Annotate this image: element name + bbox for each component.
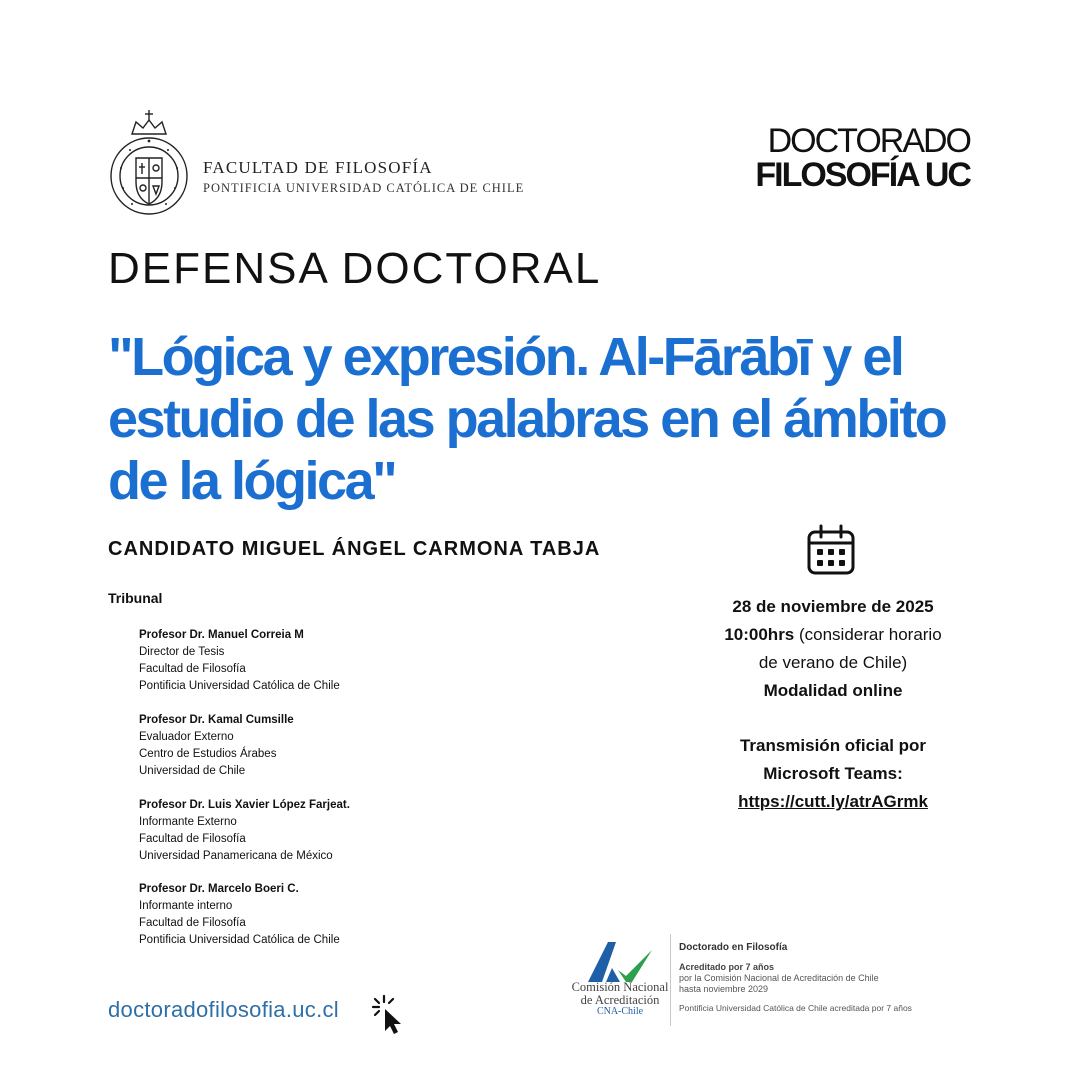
teams-link[interactable]: https://cutt.ly/atrAGrmk xyxy=(738,792,928,811)
thesis-title: "Lógica y expresión. Al-Fārābī y el estudio de las palabras en el ámbito de la lógica" xyxy=(108,327,946,511)
member-role: Informante interno xyxy=(139,900,233,912)
member-institution: Pontificia Universidad Católica de Chile xyxy=(139,680,340,692)
member-institution: Universidad de Chile xyxy=(139,765,246,777)
tribunal-member xyxy=(139,627,559,695)
event-time-line xyxy=(690,621,976,649)
cursor-click-icon xyxy=(370,994,408,1036)
member-name: Profesor Dr. Manuel Correia M xyxy=(139,629,304,641)
tribunal-member xyxy=(139,712,559,780)
event-modality: Modalidad online xyxy=(763,681,903,700)
member-institution: Universidad Panamericana de México xyxy=(139,850,333,862)
faculty-name: FACULTAD DE FILOSOFÍA xyxy=(203,158,433,177)
event-date: 28 de noviembre de 2025 xyxy=(732,597,934,616)
member-unit: Centro de Estudios Árabes xyxy=(139,748,277,760)
tribunal-member xyxy=(139,881,559,949)
calendar-icon xyxy=(806,524,856,576)
tribunal-label: Tribunal xyxy=(108,590,163,606)
cna-name-line-3: CNA-Chile xyxy=(596,1006,644,1017)
footer-divider xyxy=(670,934,671,1026)
tribunal-member xyxy=(139,797,559,865)
accreditation-university: Pontificia Universidad Católica de Chile acreditada por 7 años xyxy=(679,1003,912,1013)
candidate-name: CANDIDATO MIGUEL ÁNGEL CARMONA TABJA xyxy=(108,538,601,560)
accreditation-program: Doctorado en Filosofía xyxy=(679,942,788,953)
event-time: 10:00hrs xyxy=(724,625,795,644)
member-role: Director de Tesis xyxy=(139,646,225,658)
cna-name-line-1: Comisión Nacional xyxy=(571,980,669,994)
event-time-note-2: de verano de Chile) xyxy=(758,653,908,672)
cna-logo-icon xyxy=(582,940,658,984)
member-unit: Facultad de Filosofía xyxy=(139,917,246,929)
website-link[interactable]: doctoradofilosofia.uc.cl xyxy=(108,997,339,1022)
event-time-note: (considerar horario xyxy=(794,625,942,644)
stream-info-line-2: Microsoft Teams: xyxy=(763,764,903,783)
member-name: Profesor Dr. Marcelo Boeri C. xyxy=(139,883,299,895)
program-logo-line-1: DOCTORADO xyxy=(767,122,970,160)
member-unit: Facultad de Filosofía xyxy=(139,833,246,845)
member-name: Profesor Dr. Kamal Cumsille xyxy=(139,714,294,726)
cna-name-line-2: de Acreditación xyxy=(580,993,660,1007)
member-role: Informante Externo xyxy=(139,816,237,828)
accreditation-years: Acreditado por 7 años xyxy=(679,962,775,972)
member-name: Profesor Dr. Luis Xavier López Farjeat. xyxy=(139,799,350,811)
university-seal-icon xyxy=(108,108,190,218)
event-details xyxy=(690,593,976,816)
member-unit: Facultad de Filosofía xyxy=(139,663,246,675)
program-logo-line-2: FILOSOFÍA UC xyxy=(755,156,970,194)
stream-info-line-1: Transmisión oficial por xyxy=(739,736,927,755)
accreditation-until: hasta noviembre 2029 xyxy=(679,984,769,994)
event-type-heading: DEFENSA DOCTORAL xyxy=(108,244,602,293)
member-role: Evaluador Externo xyxy=(139,731,234,743)
university-name: PONTIFICIA UNIVERSIDAD CATÓLICA DE CHILE xyxy=(203,181,525,195)
member-institution: Pontificia Universidad Católica de Chile xyxy=(139,934,340,946)
accreditation-body: por la Comisión Nacional de Acreditación de Chile xyxy=(679,973,879,983)
